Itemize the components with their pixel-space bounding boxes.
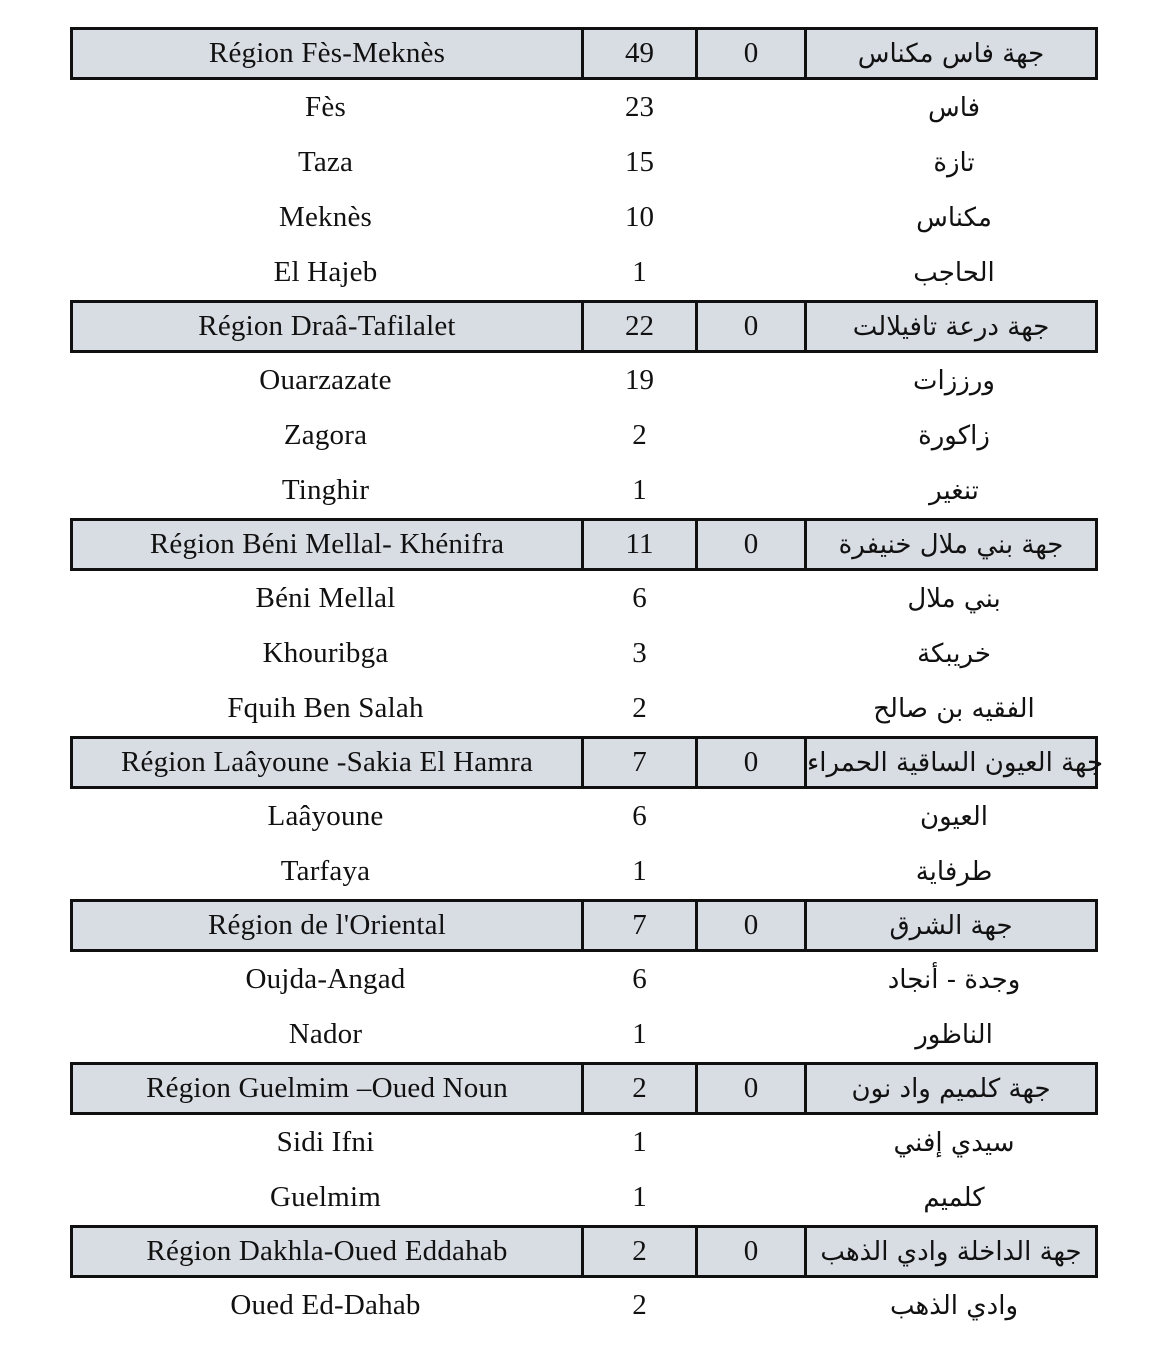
city-value: 1 xyxy=(632,1181,647,1213)
region-cases: 11 xyxy=(581,521,695,568)
city-row xyxy=(70,408,1098,463)
region-name-fr: Région de l'Oriental xyxy=(208,909,446,941)
region-cases: 7 xyxy=(581,739,695,786)
region-header-row xyxy=(70,1225,1098,1278)
city-name-fr: Nador xyxy=(288,1018,363,1050)
region-name-fr: Région Dakhla-Oued Eddahab xyxy=(146,1235,508,1267)
city-value: 1 xyxy=(632,256,647,288)
city-name-ar: وادي الذهب xyxy=(890,1290,1019,1321)
city-empty xyxy=(698,408,810,463)
region-name-ar: جهة كلميم واد نون xyxy=(804,1065,1095,1112)
city-row xyxy=(70,952,1098,1007)
city-empty xyxy=(698,1170,810,1225)
region-cases: 2 xyxy=(581,1065,695,1112)
region-deaths: 0 xyxy=(695,902,804,949)
city-name-ar: العيون xyxy=(919,801,989,832)
region-deaths: 0 xyxy=(695,1065,804,1112)
city-empty xyxy=(698,952,810,1007)
city-value: 1 xyxy=(632,474,647,506)
city-name-ar: الفقيه بن صالح xyxy=(873,693,1035,724)
region-name-fr: Région Béni Mellal- Khénifra xyxy=(149,528,505,560)
city-row xyxy=(70,80,1098,135)
region-header-row xyxy=(70,27,1098,80)
city-name-fr: Zagora xyxy=(283,419,368,451)
city-name-fr: Fès xyxy=(305,91,346,123)
city-empty xyxy=(698,626,810,681)
city-value: 2 xyxy=(632,419,647,451)
region-header-row xyxy=(70,518,1098,571)
city-name-fr: Guelmim xyxy=(270,1181,381,1213)
city-row xyxy=(70,245,1098,300)
region-name-ar: جهة العيون الساقية الحمراء xyxy=(804,739,1103,786)
city-empty xyxy=(698,80,810,135)
region-cases: 22 xyxy=(581,303,695,350)
region-name-ar: جهة درعة تافيلالت xyxy=(804,303,1095,350)
city-name-ar: الناظور xyxy=(915,1019,993,1050)
city-name-ar: تنغير xyxy=(929,475,979,506)
city-name-fr: Oujda-Angad xyxy=(245,963,406,995)
region-cases: 7 xyxy=(581,902,695,949)
city-name-fr: Sidi Ifni xyxy=(276,1126,375,1158)
city-row xyxy=(70,844,1098,899)
region-name-ar: جهة فاس مكناس xyxy=(804,30,1095,77)
city-name-fr: Tarfaya xyxy=(280,855,371,887)
city-name-ar: كلميم xyxy=(923,1182,985,1213)
city-empty xyxy=(698,135,810,190)
city-row xyxy=(70,789,1098,844)
city-name-fr: Meknès xyxy=(278,201,372,233)
region-name-fr: Région Fès-Meknès xyxy=(208,37,446,69)
city-name-fr: Béni Mellal xyxy=(255,582,396,614)
city-value: 1 xyxy=(632,855,647,887)
city-row xyxy=(70,135,1098,190)
city-value: 19 xyxy=(625,364,654,396)
city-name-ar: تازة xyxy=(933,147,975,178)
region-deaths: 0 xyxy=(695,739,804,786)
city-value: 15 xyxy=(625,146,654,178)
city-empty xyxy=(698,844,810,899)
city-name-ar: وجدة - أنجاد xyxy=(887,964,1021,995)
city-name-fr: Fquih Ben Salah xyxy=(227,692,424,724)
city-name-fr: Taza xyxy=(297,146,354,178)
region-name-ar: جهة بني ملال خنيفرة xyxy=(804,521,1095,568)
city-name-ar: مكناس xyxy=(916,202,992,233)
region-header-row xyxy=(70,300,1098,353)
city-row xyxy=(70,353,1098,408)
city-empty xyxy=(698,353,810,408)
city-empty xyxy=(698,190,810,245)
city-name-fr: Laâyoune xyxy=(267,800,384,832)
city-row xyxy=(70,681,1098,736)
city-row xyxy=(70,626,1098,681)
city-name-fr: Khouribga xyxy=(262,637,389,669)
city-empty xyxy=(698,1007,810,1062)
city-empty xyxy=(698,571,810,626)
city-value: 1 xyxy=(632,1126,647,1158)
city-value: 23 xyxy=(625,91,654,123)
city-name-ar: زاكورة xyxy=(918,420,990,451)
region-deaths: 0 xyxy=(695,30,804,77)
city-value: 2 xyxy=(632,692,647,724)
city-row xyxy=(70,1115,1098,1170)
city-empty xyxy=(698,1278,810,1333)
region-name-ar: جهة الشرق xyxy=(804,902,1095,949)
city-row xyxy=(70,463,1098,518)
city-value: 10 xyxy=(625,201,654,233)
city-name-fr: El Hajeb xyxy=(273,256,378,288)
city-empty xyxy=(698,681,810,736)
city-name-ar: خريبكة xyxy=(917,638,991,669)
city-value: 2 xyxy=(632,1289,647,1321)
city-value: 6 xyxy=(632,582,647,614)
city-row xyxy=(70,190,1098,245)
city-empty xyxy=(698,1115,810,1170)
regions-table xyxy=(70,27,1104,1333)
city-name-fr: Oued Ed-Dahab xyxy=(230,1289,421,1321)
city-name-ar: بني ملال xyxy=(907,583,1001,614)
region-name-fr: Région Laâyoune -Sakia El Hamra xyxy=(120,746,534,778)
region-header-row xyxy=(70,736,1104,789)
region-name-ar: جهة الداخلة وادي الذهب xyxy=(804,1228,1095,1275)
city-name-fr: Tinghir xyxy=(281,474,370,506)
region-deaths: 0 xyxy=(695,521,804,568)
region-name-fr: Région Draâ-Tafilalet xyxy=(198,310,456,342)
city-name-ar: ورززات xyxy=(913,365,995,396)
city-row xyxy=(70,571,1098,626)
city-value: 1 xyxy=(632,1018,647,1050)
city-row xyxy=(70,1278,1098,1333)
region-name-fr: Région Guelmim –Oued Noun xyxy=(146,1072,508,1104)
city-empty xyxy=(698,789,810,844)
city-name-ar: فاس xyxy=(927,92,981,123)
city-name-ar: سيدي إفني xyxy=(893,1127,1015,1158)
city-value: 6 xyxy=(632,800,647,832)
region-cases: 49 xyxy=(581,30,695,77)
city-name-ar: الحاجب xyxy=(913,257,995,288)
region-deaths: 0 xyxy=(695,1228,804,1275)
city-empty xyxy=(698,463,810,518)
region-header-row xyxy=(70,1062,1098,1115)
city-empty xyxy=(698,245,810,300)
city-row xyxy=(70,1007,1098,1062)
city-value: 6 xyxy=(632,963,647,995)
city-row xyxy=(70,1170,1098,1225)
city-name-fr: Ouarzazate xyxy=(259,364,392,396)
region-deaths: 0 xyxy=(695,303,804,350)
region-cases: 2 xyxy=(581,1228,695,1275)
region-header-row xyxy=(70,899,1098,952)
city-value: 3 xyxy=(632,637,647,669)
city-name-ar: طرفاية xyxy=(915,856,993,887)
